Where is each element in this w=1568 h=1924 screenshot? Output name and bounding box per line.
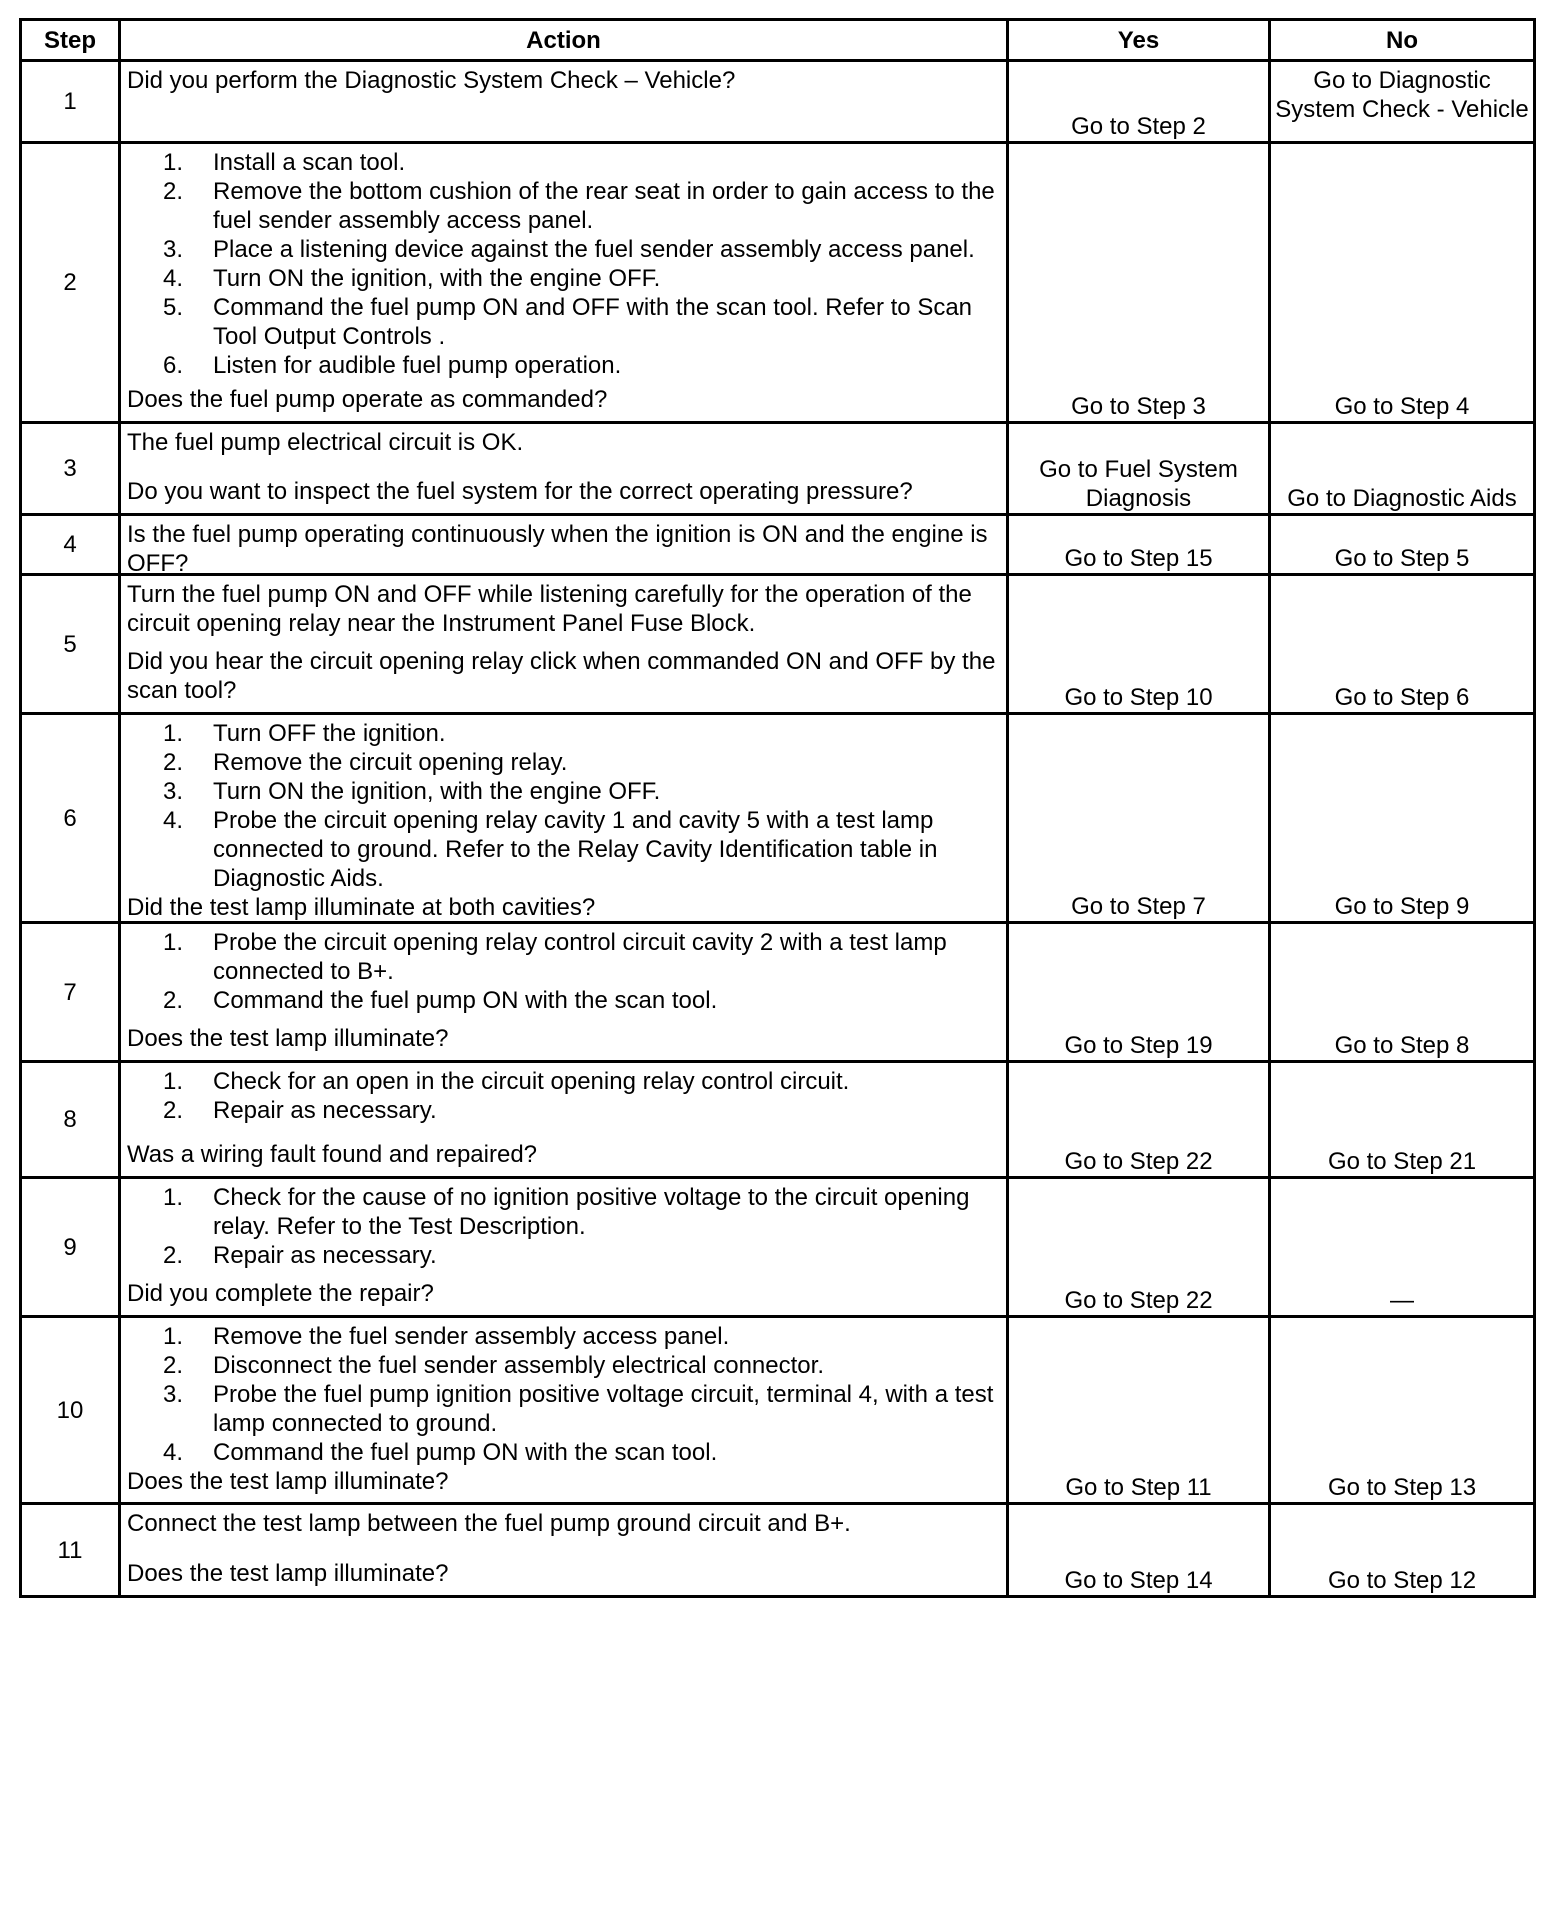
action-content bbox=[121, 62, 1006, 138]
action-cell bbox=[120, 61, 1008, 143]
list-item-number: 3. bbox=[162, 778, 183, 805]
list-item bbox=[127, 1183, 1000, 1241]
list-item-text: Probe the fuel pump ignition positive voltage circuit, terminal 4, with a test lamp connected to ground. bbox=[213, 1381, 994, 1437]
action-cell bbox=[120, 1062, 1008, 1178]
action-cell bbox=[120, 1317, 1008, 1504]
no-result: Go to Diagnostic Aids bbox=[1270, 423, 1535, 515]
list-item-number: 1. bbox=[162, 720, 183, 747]
step-number: 6 bbox=[21, 714, 120, 923]
list-item-number: 2. bbox=[162, 178, 183, 205]
yes-result: Go to Step 15 bbox=[1008, 515, 1270, 575]
step-number: 8 bbox=[21, 1062, 120, 1178]
list-item bbox=[127, 777, 1000, 806]
list-item bbox=[127, 177, 1000, 235]
list-item-number: 6. bbox=[162, 352, 183, 379]
list-item bbox=[127, 1351, 1000, 1380]
action-step-list bbox=[127, 1322, 1000, 1467]
list-item bbox=[127, 1241, 1000, 1270]
action-top bbox=[127, 66, 1000, 95]
list-item bbox=[127, 986, 1000, 1015]
list-item-number: 2. bbox=[162, 1097, 183, 1124]
action-top bbox=[127, 428, 1000, 457]
list-item-text: Probe the circuit opening relay cavity 1 and cavity 5 with a test lamp connected to ground. Refer to the Relay Cavity Identification table in Diagnostic Aids. bbox=[213, 807, 938, 892]
action-content bbox=[121, 424, 1006, 510]
no-result: Go to Diagnostic System Check - Vehicle bbox=[1270, 61, 1535, 143]
step-number: 7 bbox=[21, 923, 120, 1062]
action-question: Does the test lamp illuminate? bbox=[127, 1025, 449, 1052]
table-row bbox=[21, 1062, 1535, 1178]
table-header-row bbox=[21, 20, 1535, 61]
step-number: 1 bbox=[21, 61, 120, 143]
yes-result: Go to Step 11 bbox=[1008, 1317, 1270, 1504]
action-step-list bbox=[127, 148, 1000, 380]
list-item-text: Command the fuel pump ON with the scan tool. bbox=[213, 987, 718, 1014]
step-number: 9 bbox=[21, 1178, 120, 1317]
list-item-number: 4. bbox=[162, 265, 183, 292]
action-lead-text: Did you perform the Diagnostic System Check – Vehicle? bbox=[127, 67, 736, 94]
list-item bbox=[127, 148, 1000, 177]
step-number: 10 bbox=[21, 1317, 120, 1504]
action-step-list bbox=[127, 928, 1000, 1015]
list-item bbox=[127, 235, 1000, 264]
header-action: Action bbox=[120, 20, 1008, 61]
action-content bbox=[121, 1179, 1006, 1312]
action-step-list bbox=[127, 1067, 1000, 1125]
list-item bbox=[127, 1322, 1000, 1351]
action-question: Did the test lamp illuminate at both cavities? bbox=[127, 894, 596, 921]
list-item-number: 4. bbox=[162, 807, 183, 834]
action-content bbox=[121, 1505, 1006, 1592]
no-result: Go to Step 4 bbox=[1270, 143, 1535, 423]
list-item-text: Disconnect the fuel sender assembly electrical connector. bbox=[213, 1352, 824, 1379]
yes-result: Go to Fuel System Diagnosis bbox=[1008, 423, 1270, 515]
action-lead-text: The fuel pump electrical circuit is OK. bbox=[127, 429, 524, 456]
action-content bbox=[121, 715, 1006, 921]
yes-result: Go to Step 7 bbox=[1008, 714, 1270, 923]
table-row bbox=[21, 923, 1535, 1062]
header-no: No bbox=[1270, 20, 1535, 61]
action-top bbox=[127, 580, 1000, 638]
list-item bbox=[127, 264, 1000, 293]
header-yes: Yes bbox=[1008, 20, 1270, 61]
action-step-list bbox=[127, 1183, 1000, 1270]
action-cell bbox=[120, 1504, 1008, 1597]
table-row bbox=[21, 714, 1535, 923]
list-item-number: 3. bbox=[162, 1381, 183, 1408]
list-item bbox=[127, 719, 1000, 748]
action-content bbox=[121, 1063, 1006, 1173]
list-item-number: 1. bbox=[162, 929, 183, 956]
table-row bbox=[21, 61, 1535, 143]
list-item-number: 2. bbox=[162, 987, 183, 1014]
yes-result: Go to Step 14 bbox=[1008, 1504, 1270, 1597]
no-result: Go to Step 12 bbox=[1270, 1504, 1535, 1597]
step-number: 11 bbox=[21, 1504, 120, 1597]
action-cell bbox=[120, 575, 1008, 714]
list-item-text: Check for an open in the circuit opening relay control circuit. bbox=[213, 1068, 850, 1095]
diagnostic-table-sheet bbox=[19, 18, 1533, 1598]
table-body bbox=[21, 61, 1535, 1597]
action-question: Do you want to inspect the fuel system for the correct operating pressure? bbox=[127, 478, 913, 505]
action-question: Does the fuel pump operate as commanded? bbox=[127, 386, 608, 413]
list-item-text: Turn ON the ignition, with the engine OFF. bbox=[213, 265, 661, 292]
list-item bbox=[127, 806, 1000, 893]
list-item-number: 2. bbox=[162, 1352, 183, 1379]
no-result: Go to Step 21 bbox=[1270, 1062, 1535, 1178]
action-question: Did you complete the repair? bbox=[127, 1280, 434, 1307]
list-item bbox=[127, 748, 1000, 777]
action-question: Did you hear the circuit opening relay click when commanded ON and OFF by the scan tool? bbox=[127, 648, 996, 704]
list-item-text: Check for the cause of no ignition positive voltage to the circuit opening relay. Refer to the Test Description. bbox=[213, 1184, 970, 1240]
action-content bbox=[121, 924, 1006, 1057]
action-top bbox=[127, 1509, 1000, 1538]
no-result: Go to Step 6 bbox=[1270, 575, 1535, 714]
list-item-number: 1. bbox=[162, 1068, 183, 1095]
table-row bbox=[21, 575, 1535, 714]
yes-result: Go to Step 3 bbox=[1008, 143, 1270, 423]
list-item-number: 1. bbox=[162, 1184, 183, 1211]
action-cell bbox=[120, 423, 1008, 515]
list-item-text: Remove the bottom cushion of the rear seat in order to gain access to the fuel sender assembly access panel. bbox=[213, 178, 995, 234]
list-item bbox=[127, 1096, 1000, 1125]
action-top bbox=[127, 1183, 1000, 1270]
action-content bbox=[121, 144, 1006, 418]
list-item bbox=[127, 1380, 1000, 1438]
yes-result: Go to Step 10 bbox=[1008, 575, 1270, 714]
list-item-number: 2. bbox=[162, 749, 183, 776]
list-item-number: 5. bbox=[162, 294, 183, 321]
list-item-text: Turn OFF the ignition. bbox=[213, 720, 446, 747]
action-top bbox=[127, 520, 1000, 578]
action-cell bbox=[120, 143, 1008, 423]
diagnostic-table bbox=[19, 18, 1536, 1598]
yes-result: Go to Step 2 bbox=[1008, 61, 1270, 143]
table-row bbox=[21, 1504, 1535, 1597]
action-top bbox=[127, 1322, 1000, 1467]
yes-result: Go to Step 19 bbox=[1008, 923, 1270, 1062]
header-step: Step bbox=[21, 20, 120, 61]
no-result: Go to Step 8 bbox=[1270, 923, 1535, 1062]
list-item-number: 1. bbox=[162, 149, 183, 176]
yes-result: Go to Step 22 bbox=[1008, 1178, 1270, 1317]
list-item-text: Command the fuel pump ON and OFF with the scan tool. Refer to Scan Tool Output Controls . bbox=[213, 294, 973, 350]
list-item bbox=[127, 351, 1000, 380]
list-item-text: Remove the fuel sender assembly access panel. bbox=[213, 1323, 730, 1350]
yes-result: Go to Step 22 bbox=[1008, 1062, 1270, 1178]
list-item bbox=[127, 1067, 1000, 1096]
action-step-list bbox=[127, 719, 1000, 893]
list-item-text: Listen for audible fuel pump operation. bbox=[213, 352, 622, 379]
action-question: Does the test lamp illuminate? bbox=[127, 1468, 449, 1495]
action-content bbox=[121, 516, 1006, 577]
list-item-number: 3. bbox=[162, 236, 183, 263]
list-item bbox=[127, 928, 1000, 986]
no-result: — bbox=[1270, 1178, 1535, 1317]
list-item-number: 1. bbox=[162, 1323, 183, 1350]
table-row bbox=[21, 143, 1535, 423]
table-row bbox=[21, 1317, 1535, 1504]
action-cell bbox=[120, 714, 1008, 923]
action-top bbox=[127, 1067, 1000, 1125]
action-cell bbox=[120, 515, 1008, 575]
action-cell bbox=[120, 923, 1008, 1062]
table-row bbox=[21, 423, 1535, 515]
action-top bbox=[127, 719, 1000, 893]
action-lead-text: Is the fuel pump operating continuously when the ignition is ON and the engine is OFF? bbox=[127, 521, 988, 577]
list-item-number: 2. bbox=[162, 1242, 183, 1269]
table-row bbox=[21, 1178, 1535, 1317]
list-item-text: Install a scan tool. bbox=[213, 149, 406, 176]
action-cell bbox=[120, 1178, 1008, 1317]
action-lead-text: Turn the fuel pump ON and OFF while listening carefully for the operation of the circuit opening relay near the Instrument Panel Fuse Block. bbox=[127, 581, 972, 637]
action-content bbox=[121, 1318, 1006, 1499]
action-top bbox=[127, 928, 1000, 1015]
step-number: 5 bbox=[21, 575, 120, 714]
step-number: 3 bbox=[21, 423, 120, 515]
list-item-number: 4. bbox=[162, 1439, 183, 1466]
action-lead-text: Connect the test lamp between the fuel pump ground circuit and B+. bbox=[127, 1510, 851, 1537]
list-item-text: Command the fuel pump ON with the scan tool. bbox=[213, 1439, 718, 1466]
no-result: Go to Step 9 bbox=[1270, 714, 1535, 923]
step-number: 4 bbox=[21, 515, 120, 575]
no-result: Go to Step 13 bbox=[1270, 1317, 1535, 1504]
list-item-text: Place a listening device against the fuel sender assembly access panel. bbox=[213, 236, 975, 263]
action-question: Does the test lamp illuminate? bbox=[127, 1560, 449, 1587]
list-item bbox=[127, 293, 1000, 351]
list-item-text: Probe the circuit opening relay control circuit cavity 2 with a test lamp connected to B+. bbox=[213, 929, 947, 985]
step-number: 2 bbox=[21, 143, 120, 423]
list-item-text: Repair as necessary. bbox=[213, 1097, 437, 1124]
list-item-text: Remove the circuit opening relay. bbox=[213, 749, 568, 776]
table-row bbox=[21, 515, 1535, 575]
no-result: Go to Step 5 bbox=[1270, 515, 1535, 575]
action-content bbox=[121, 576, 1006, 709]
list-item-text: Repair as necessary. bbox=[213, 1242, 437, 1269]
action-top bbox=[127, 148, 1000, 380]
list-item bbox=[127, 1438, 1000, 1467]
action-question: Was a wiring fault found and repaired? bbox=[127, 1141, 538, 1168]
list-item-text: Turn ON the ignition, with the engine OFF. bbox=[213, 778, 661, 805]
